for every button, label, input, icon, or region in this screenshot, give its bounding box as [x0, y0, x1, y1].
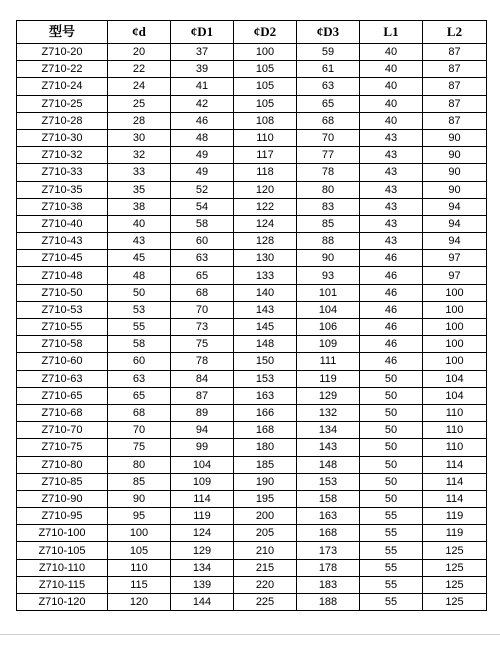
- cell-l1: 43: [360, 215, 423, 232]
- cell-l2: 110: [423, 422, 487, 439]
- cell-model: Z710-55: [17, 319, 108, 336]
- cell-d1: 104: [171, 456, 234, 473]
- cell-d1: 109: [171, 473, 234, 490]
- table-row: [17, 542, 487, 559]
- spec-table: [16, 20, 487, 611]
- table-row: [17, 44, 487, 61]
- cell-d1: 41: [171, 78, 234, 95]
- table-row: [17, 198, 487, 215]
- cell-d1: 144: [171, 594, 234, 611]
- cell-model: Z710-60: [17, 353, 108, 370]
- cell-d1: 75: [171, 336, 234, 353]
- cell-l1: 50: [360, 422, 423, 439]
- cell-l2: 87: [423, 95, 487, 112]
- cell-d2: 100: [234, 44, 297, 61]
- cell-l1: 46: [360, 301, 423, 318]
- cell-d2: 210: [234, 542, 297, 559]
- cell-l1: 46: [360, 267, 423, 284]
- cell-l1: 43: [360, 147, 423, 164]
- cell-d2: 168: [234, 422, 297, 439]
- cell-l1: 55: [360, 576, 423, 593]
- cell-d2: 225: [234, 594, 297, 611]
- cell-d3: 88: [297, 233, 360, 250]
- cell-model: Z710-58: [17, 336, 108, 353]
- cell-l1: 43: [360, 129, 423, 146]
- cell-d2: 153: [234, 370, 297, 387]
- cell-model: Z710-22: [17, 61, 108, 78]
- table-row: [17, 594, 487, 611]
- table-row: [17, 559, 487, 576]
- cell-model: Z710-80: [17, 456, 108, 473]
- table-row: [17, 319, 487, 336]
- cell-d1: 58: [171, 215, 234, 232]
- cell-d: 55: [108, 319, 171, 336]
- cell-d: 68: [108, 404, 171, 421]
- cell-d2: 145: [234, 319, 297, 336]
- cell-d1: 63: [171, 250, 234, 267]
- cell-l1: 43: [360, 164, 423, 181]
- cell-l2: 90: [423, 164, 487, 181]
- table-body: [17, 44, 487, 611]
- cell-model: Z710-38: [17, 198, 108, 215]
- cell-d2: 130: [234, 250, 297, 267]
- cell-l1: 46: [360, 336, 423, 353]
- cell-l2: 110: [423, 404, 487, 421]
- cell-d: 115: [108, 576, 171, 593]
- cell-l2: 100: [423, 336, 487, 353]
- cell-l1: 50: [360, 370, 423, 387]
- cell-d3: 104: [297, 301, 360, 318]
- cell-l2: 100: [423, 353, 487, 370]
- cell-model: Z710-43: [17, 233, 108, 250]
- cell-d: 80: [108, 456, 171, 473]
- cell-d3: 63: [297, 78, 360, 95]
- cell-d: 25: [108, 95, 171, 112]
- cell-l1: 50: [360, 490, 423, 507]
- cell-model: Z710-35: [17, 181, 108, 198]
- cell-d3: 183: [297, 576, 360, 593]
- cell-d2: 124: [234, 215, 297, 232]
- cell-d3: 90: [297, 250, 360, 267]
- cell-d2: 117: [234, 147, 297, 164]
- cell-l1: 55: [360, 559, 423, 576]
- table-row: [17, 233, 487, 250]
- table-row: [17, 490, 487, 507]
- cell-d1: 48: [171, 129, 234, 146]
- cell-model: Z710-48: [17, 267, 108, 284]
- cell-model: Z710-20: [17, 44, 108, 61]
- cell-d2: 190: [234, 473, 297, 490]
- cell-d2: 215: [234, 559, 297, 576]
- cell-d1: 94: [171, 422, 234, 439]
- cell-l2: 125: [423, 594, 487, 611]
- cell-d: 105: [108, 542, 171, 559]
- cell-l2: 87: [423, 112, 487, 129]
- cell-d3: 83: [297, 198, 360, 215]
- cell-l1: 55: [360, 594, 423, 611]
- cell-d3: 132: [297, 404, 360, 421]
- cell-l2: 87: [423, 44, 487, 61]
- cell-l2: 119: [423, 508, 487, 525]
- cell-d1: 70: [171, 301, 234, 318]
- table-row: [17, 284, 487, 301]
- cell-d: 24: [108, 78, 171, 95]
- cell-d: 110: [108, 559, 171, 576]
- cell-l2: 90: [423, 181, 487, 198]
- cell-d1: 114: [171, 490, 234, 507]
- table-row: [17, 181, 487, 198]
- table-row: [17, 404, 487, 421]
- cell-l1: 40: [360, 78, 423, 95]
- cell-d2: 195: [234, 490, 297, 507]
- cell-d2: 105: [234, 95, 297, 112]
- cell-l2: 125: [423, 559, 487, 576]
- cell-d2: 166: [234, 404, 297, 421]
- cell-d: 30: [108, 129, 171, 146]
- cell-d1: 139: [171, 576, 234, 593]
- cell-d1: 73: [171, 319, 234, 336]
- cell-l1: 46: [360, 319, 423, 336]
- cell-model: Z710-50: [17, 284, 108, 301]
- cell-d: 60: [108, 353, 171, 370]
- cell-d2: 105: [234, 61, 297, 78]
- cell-model: Z710-53: [17, 301, 108, 318]
- cell-d3: 61: [297, 61, 360, 78]
- cell-d1: 129: [171, 542, 234, 559]
- cell-model: Z710-120: [17, 594, 108, 611]
- table-row: [17, 336, 487, 353]
- cell-model: Z710-28: [17, 112, 108, 129]
- cell-d2: 120: [234, 181, 297, 198]
- cell-d3: 59: [297, 44, 360, 61]
- cell-l2: 100: [423, 319, 487, 336]
- cell-l2: 110: [423, 439, 487, 456]
- cell-d2: 185: [234, 456, 297, 473]
- cell-d2: 163: [234, 387, 297, 404]
- cell-l2: 119: [423, 525, 487, 542]
- cell-d: 28: [108, 112, 171, 129]
- header-model: 型号: [17, 21, 108, 44]
- cell-model: Z710-24: [17, 78, 108, 95]
- cell-l2: 114: [423, 456, 487, 473]
- table-row: [17, 370, 487, 387]
- cell-model: Z710-110: [17, 559, 108, 576]
- header-d3: ¢D3: [297, 21, 360, 44]
- cell-d3: 93: [297, 267, 360, 284]
- cell-l1: 50: [360, 456, 423, 473]
- cell-d3: 188: [297, 594, 360, 611]
- cell-d: 53: [108, 301, 171, 318]
- cell-d1: 68: [171, 284, 234, 301]
- cell-l1: 43: [360, 181, 423, 198]
- cell-l2: 87: [423, 78, 487, 95]
- cell-d1: 46: [171, 112, 234, 129]
- cell-d3: 134: [297, 422, 360, 439]
- cell-model: Z710-100: [17, 525, 108, 542]
- cell-d: 95: [108, 508, 171, 525]
- cell-d2: 150: [234, 353, 297, 370]
- cell-d2: 108: [234, 112, 297, 129]
- table-row: [17, 250, 487, 267]
- cell-d1: 78: [171, 353, 234, 370]
- cell-l1: 50: [360, 404, 423, 421]
- table-row: [17, 353, 487, 370]
- cell-model: Z710-30: [17, 129, 108, 146]
- cell-l2: 90: [423, 147, 487, 164]
- cell-d2: 133: [234, 267, 297, 284]
- cell-d2: 205: [234, 525, 297, 542]
- cell-l2: 104: [423, 370, 487, 387]
- cell-d2: 180: [234, 439, 297, 456]
- cell-d3: 153: [297, 473, 360, 490]
- cell-d3: 178: [297, 559, 360, 576]
- cell-d: 75: [108, 439, 171, 456]
- cell-model: Z710-32: [17, 147, 108, 164]
- cell-d1: 124: [171, 525, 234, 542]
- cell-model: Z710-33: [17, 164, 108, 181]
- cell-d1: 42: [171, 95, 234, 112]
- cell-model: Z710-85: [17, 473, 108, 490]
- cell-d3: 129: [297, 387, 360, 404]
- cell-l1: 46: [360, 250, 423, 267]
- cell-d3: 173: [297, 542, 360, 559]
- table-row: [17, 301, 487, 318]
- cell-d2: 143: [234, 301, 297, 318]
- table-header: [17, 21, 487, 44]
- cell-d: 35: [108, 181, 171, 198]
- header-l1: L1: [360, 21, 423, 44]
- cell-model: Z710-105: [17, 542, 108, 559]
- cell-d1: 39: [171, 61, 234, 78]
- cell-l2: 100: [423, 284, 487, 301]
- cell-l1: 50: [360, 387, 423, 404]
- table-row: [17, 576, 487, 593]
- table-row: [17, 422, 487, 439]
- table-row: [17, 61, 487, 78]
- cell-model: Z710-115: [17, 576, 108, 593]
- cell-d2: 220: [234, 576, 297, 593]
- cell-d2: 140: [234, 284, 297, 301]
- table-row: [17, 147, 487, 164]
- cell-l2: 125: [423, 576, 487, 593]
- cell-d1: 54: [171, 198, 234, 215]
- cell-l2: 94: [423, 198, 487, 215]
- cell-d3: 70: [297, 129, 360, 146]
- cell-l2: 100: [423, 301, 487, 318]
- cell-l2: 114: [423, 473, 487, 490]
- cell-d: 58: [108, 336, 171, 353]
- cell-l2: 125: [423, 542, 487, 559]
- cell-d3: 80: [297, 181, 360, 198]
- cell-l1: 55: [360, 525, 423, 542]
- header-d: ¢d: [108, 21, 171, 44]
- cell-model: Z710-68: [17, 404, 108, 421]
- table-row: [17, 112, 487, 129]
- cell-l1: 40: [360, 95, 423, 112]
- cell-d2: 122: [234, 198, 297, 215]
- cell-d3: 143: [297, 439, 360, 456]
- cell-d3: 106: [297, 319, 360, 336]
- cell-d1: 119: [171, 508, 234, 525]
- table-row: [17, 215, 487, 232]
- cell-d2: 118: [234, 164, 297, 181]
- cell-l1: 43: [360, 198, 423, 215]
- cell-l2: 94: [423, 215, 487, 232]
- cell-model: Z710-70: [17, 422, 108, 439]
- cell-l1: 43: [360, 233, 423, 250]
- table-row: [17, 95, 487, 112]
- table-row: [17, 78, 487, 95]
- cell-model: Z710-40: [17, 215, 108, 232]
- cell-d1: 52: [171, 181, 234, 198]
- cell-d1: 37: [171, 44, 234, 61]
- cell-d: 120: [108, 594, 171, 611]
- header-l2: L2: [423, 21, 487, 44]
- cell-d3: 168: [297, 525, 360, 542]
- cell-l2: 87: [423, 61, 487, 78]
- cell-l1: 50: [360, 473, 423, 490]
- cell-d: 20: [108, 44, 171, 61]
- cell-d: 63: [108, 370, 171, 387]
- cell-l1: 55: [360, 508, 423, 525]
- cell-d3: 111: [297, 353, 360, 370]
- table-row: [17, 164, 487, 181]
- cell-d: 48: [108, 267, 171, 284]
- cell-d1: 99: [171, 439, 234, 456]
- cell-d3: 158: [297, 490, 360, 507]
- cell-l2: 90: [423, 129, 487, 146]
- cell-l1: 55: [360, 542, 423, 559]
- cell-d: 45: [108, 250, 171, 267]
- cell-model: Z710-63: [17, 370, 108, 387]
- table-row: [17, 473, 487, 490]
- cell-l2: 97: [423, 267, 487, 284]
- cell-d1: 60: [171, 233, 234, 250]
- cell-d3: 68: [297, 112, 360, 129]
- cell-d3: 65: [297, 95, 360, 112]
- cell-l1: 46: [360, 284, 423, 301]
- table-row: [17, 525, 487, 542]
- cell-d: 22: [108, 61, 171, 78]
- cell-l1: 40: [360, 61, 423, 78]
- cell-d1: 84: [171, 370, 234, 387]
- cell-d: 85: [108, 473, 171, 490]
- cell-l2: 94: [423, 233, 487, 250]
- cell-l1: 46: [360, 353, 423, 370]
- cell-d: 32: [108, 147, 171, 164]
- divider: [0, 634, 500, 635]
- cell-d: 40: [108, 215, 171, 232]
- cell-d: 70: [108, 422, 171, 439]
- cell-d2: 110: [234, 129, 297, 146]
- cell-d1: 89: [171, 404, 234, 421]
- cell-d3: 163: [297, 508, 360, 525]
- cell-model: Z710-95: [17, 508, 108, 525]
- header-d2: ¢D2: [234, 21, 297, 44]
- cell-l1: 40: [360, 44, 423, 61]
- cell-d: 33: [108, 164, 171, 181]
- cell-d1: 49: [171, 164, 234, 181]
- cell-l2: 97: [423, 250, 487, 267]
- cell-d1: 87: [171, 387, 234, 404]
- cell-d: 43: [108, 233, 171, 250]
- cell-d3: 85: [297, 215, 360, 232]
- cell-d3: 119: [297, 370, 360, 387]
- cell-d1: 65: [171, 267, 234, 284]
- table-row: [17, 129, 487, 146]
- cell-d3: 101: [297, 284, 360, 301]
- cell-model: Z710-45: [17, 250, 108, 267]
- cell-model: Z710-90: [17, 490, 108, 507]
- table-row: [17, 508, 487, 525]
- cell-d1: 49: [171, 147, 234, 164]
- cell-d: 38: [108, 198, 171, 215]
- cell-d: 90: [108, 490, 171, 507]
- cell-d: 50: [108, 284, 171, 301]
- cell-d2: 200: [234, 508, 297, 525]
- cell-d2: 105: [234, 78, 297, 95]
- cell-model: Z710-25: [17, 95, 108, 112]
- table-row: [17, 439, 487, 456]
- cell-d3: 109: [297, 336, 360, 353]
- cell-l2: 104: [423, 387, 487, 404]
- cell-model: Z710-75: [17, 439, 108, 456]
- cell-d2: 148: [234, 336, 297, 353]
- cell-l1: 50: [360, 439, 423, 456]
- cell-l2: 114: [423, 490, 487, 507]
- cell-d3: 77: [297, 147, 360, 164]
- cell-d3: 78: [297, 164, 360, 181]
- table-row: [17, 387, 487, 404]
- table-row: [17, 267, 487, 284]
- cell-l1: 40: [360, 112, 423, 129]
- table-row: [17, 456, 487, 473]
- cell-d2: 128: [234, 233, 297, 250]
- cell-d3: 148: [297, 456, 360, 473]
- header-row: [17, 21, 487, 44]
- header-d1: ¢D1: [171, 21, 234, 44]
- cell-d: 65: [108, 387, 171, 404]
- cell-d: 100: [108, 525, 171, 542]
- cell-model: Z710-65: [17, 387, 108, 404]
- cell-d1: 134: [171, 559, 234, 576]
